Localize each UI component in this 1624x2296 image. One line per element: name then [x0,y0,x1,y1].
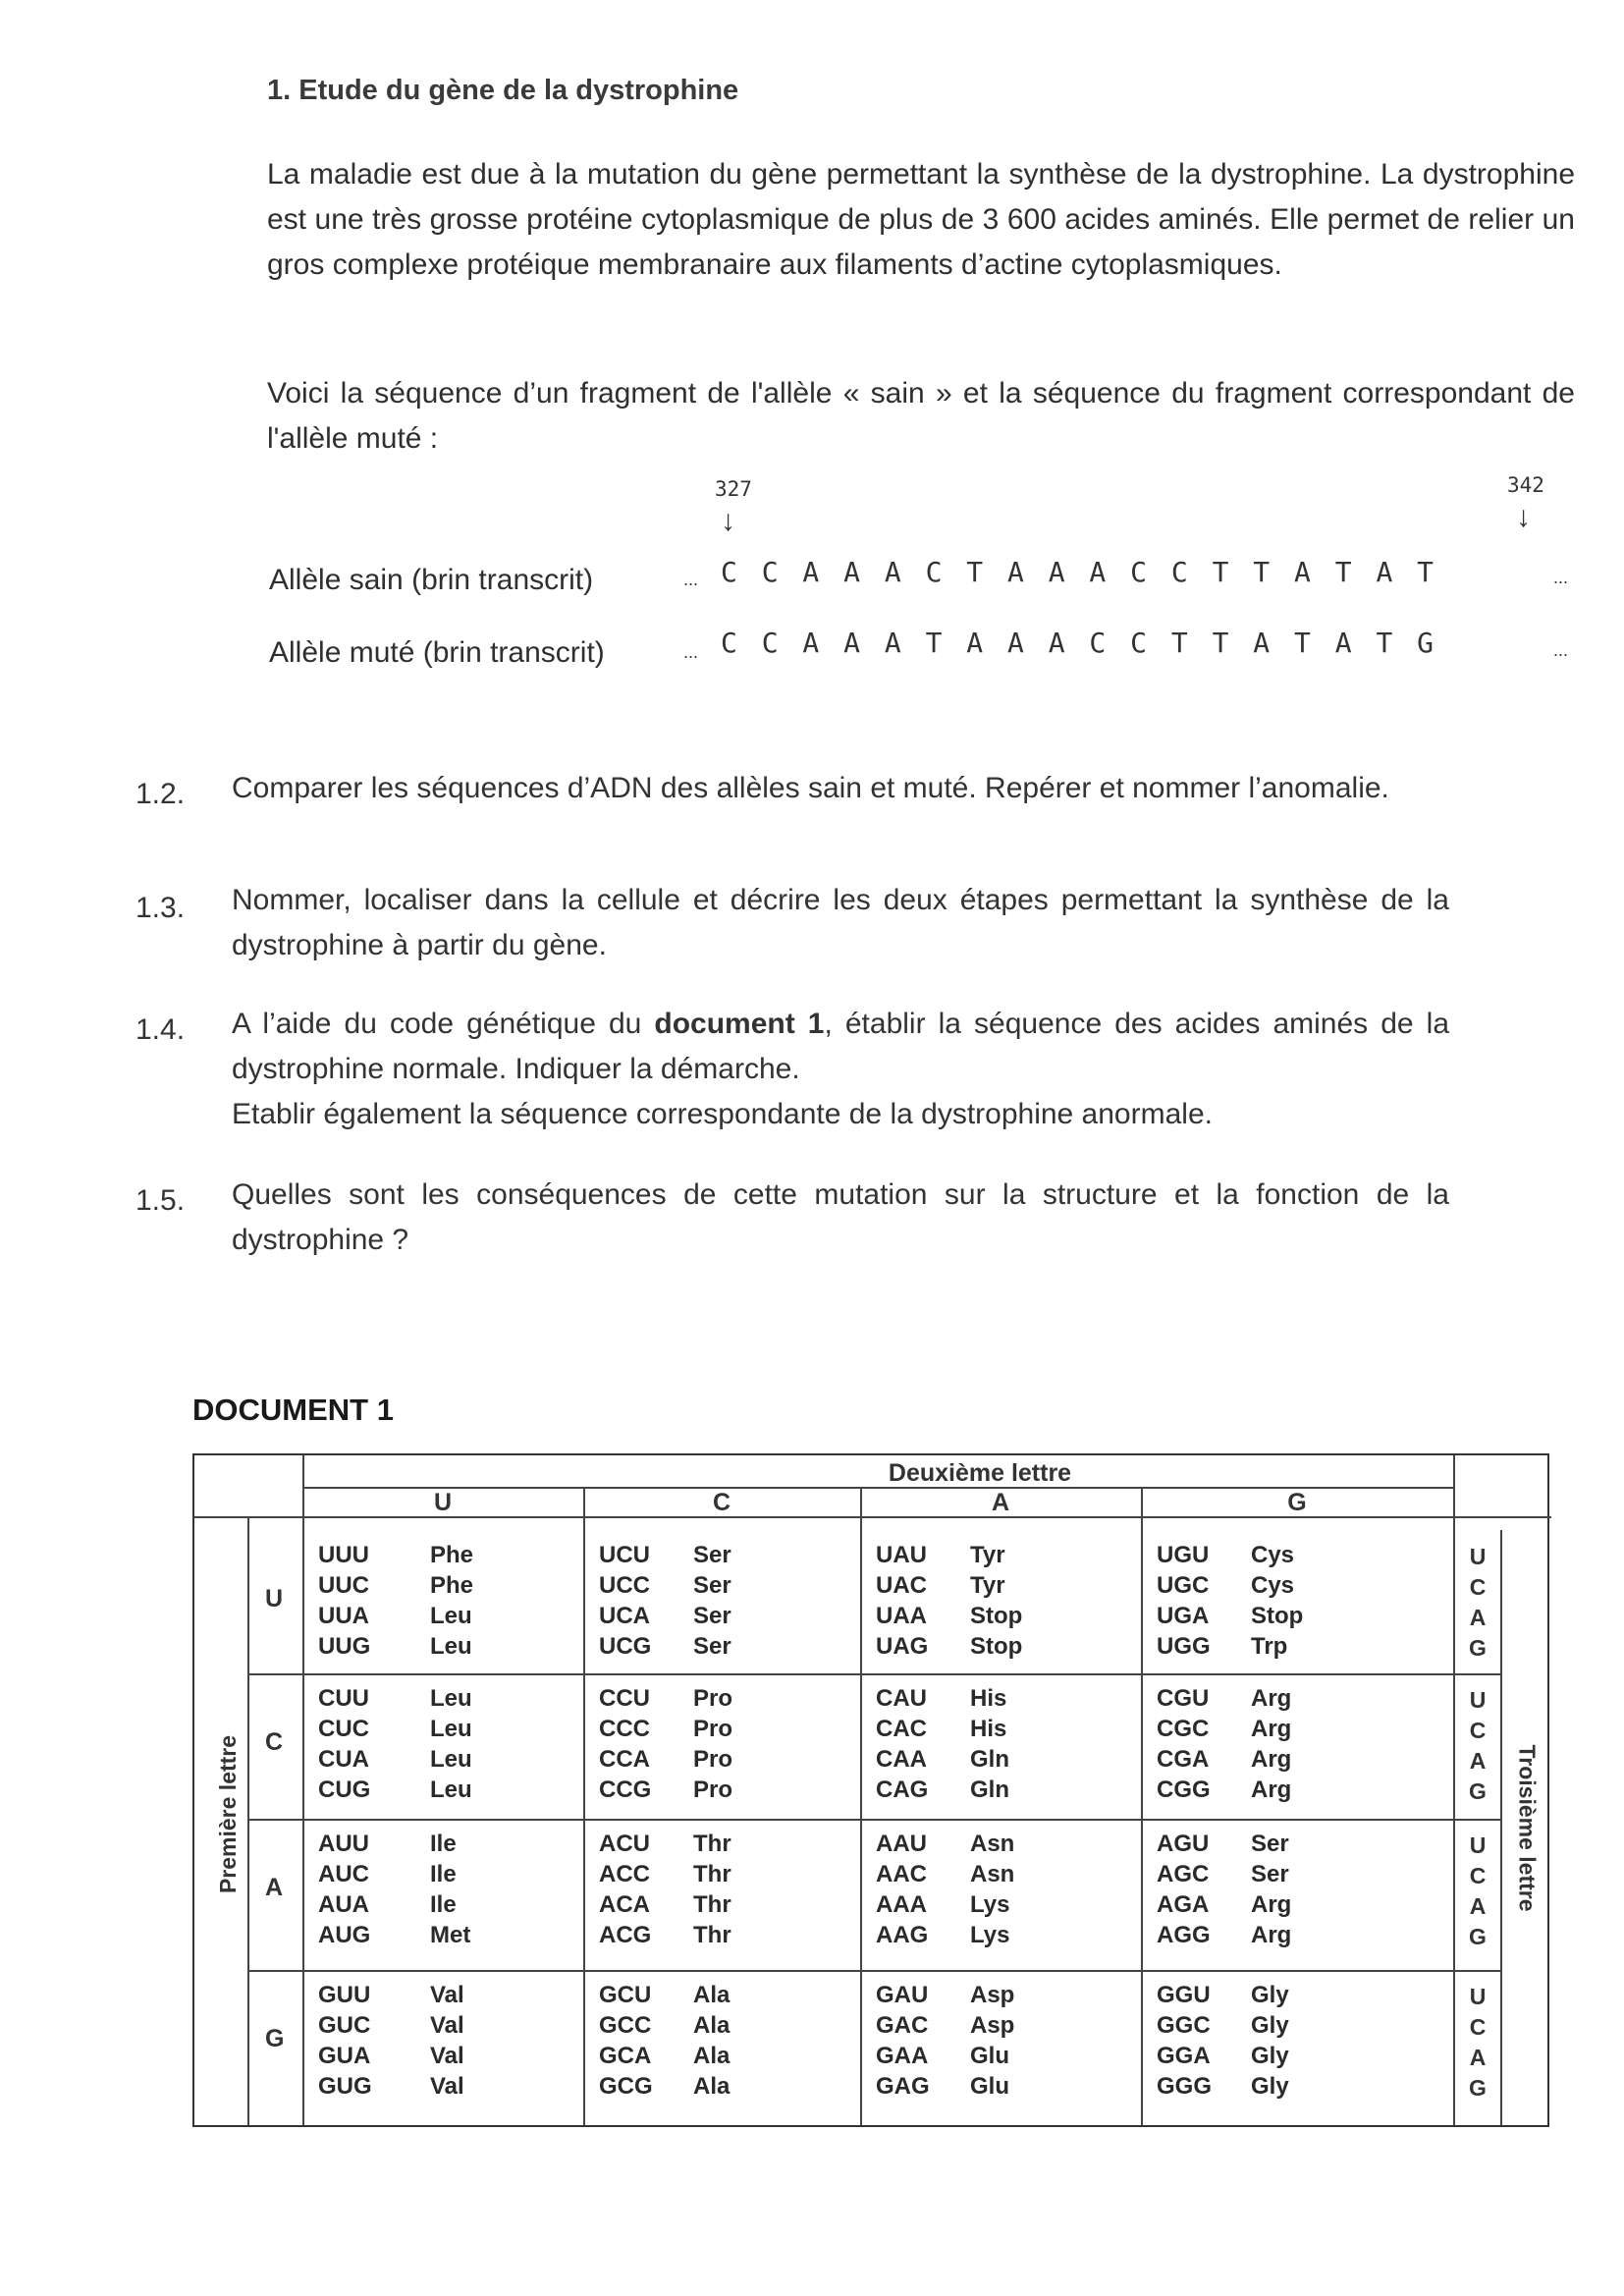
codon: CCA [599,1746,650,1773]
amino-acid: His [970,1685,1007,1712]
codon: GAU [876,1982,929,2008]
amino-acid: Thr [693,1891,731,1918]
codon: UUC [318,1572,369,1599]
codon: AUA [318,1891,369,1918]
amino-acid: Thr [693,1831,731,1857]
amino-acid: Leu [430,1633,472,1660]
amino-acid: Val [430,1982,464,2008]
amino-acid: Phe [430,1542,474,1568]
amino-acid: Gly [1251,2073,1289,2100]
mutant-allele-sequence: C C A A A T A A A C C T T A T A T G [721,627,1438,659]
row-divider [247,1673,1500,1675]
amino-acid: Phe [430,1572,474,1599]
codon: AUG [318,1922,371,1948]
question-text: Comparer les séquences d’ADN des allèles sain et muté. Repérer et nommer l’anomalie. [232,772,1389,804]
codon: CGU [1157,1685,1210,1712]
codon: GCC [599,2012,652,2039]
third-letter: C [1469,2014,1487,2040]
codon: UCA [599,1603,650,1629]
codon: UGA [1157,1603,1210,1629]
codon: GUA [318,2043,371,2069]
amino-acid: Gly [1251,1982,1289,2008]
amino-acid: Ser [1251,1861,1289,1887]
codon: CAC [876,1716,927,1742]
amino-acid: Thr [693,1861,731,1887]
codon: AAG [876,1922,929,1948]
question-number: 1.2. [135,778,186,810]
codon: UGC [1157,1572,1210,1599]
codon: UCG [599,1633,652,1660]
codon: GAC [876,2012,929,2039]
genetic-code-table [192,1453,1549,2127]
amino-acid: Val [430,2043,464,2069]
amino-acid: Arg [1251,1685,1292,1712]
codon: UGG [1157,1633,1211,1660]
amino-acid: Arg [1251,1777,1292,1803]
amino-acid: Ser [693,1572,731,1599]
third-letter: G [1469,1635,1487,1661]
column-divider [302,1455,304,2125]
codon: UAU [876,1542,927,1568]
third-letter: A [1469,1748,1487,1774]
codon: AAU [876,1831,927,1857]
column-letter: C [712,1489,731,1516]
first-letter-label: Première lettre [215,1734,242,1894]
document-title: DOCUMENT 1 [192,1393,394,1427]
third-letter: U [1469,1544,1487,1569]
column-divider [1141,1487,1143,2125]
sequence-dots: ... [1553,640,1569,660]
column-letter: A [991,1489,1010,1516]
amino-acid: Leu [430,1685,472,1712]
row-letter: U [265,1585,284,1613]
amino-acid: Met [430,1922,471,1948]
codon: GGC [1157,2012,1211,2039]
codon: GUC [318,2012,371,2039]
amino-acid: Ala [693,2073,731,2100]
codon: AGG [1157,1922,1211,1948]
third-letter: C [1469,1863,1487,1888]
third-letter: A [1469,1605,1487,1630]
sequence-dots: ... [683,570,699,589]
question-text: A l’aide du code génétique du document 1, établir la séquence des acides aminés de la dystrophine normale. Indiquer la démarche. Etablir également la séquence correspondante de la dystrophine anormale. [232,1008,1449,1130]
amino-acid: Gln [970,1746,1009,1773]
column-letter: U [433,1489,453,1516]
amino-acid: Pro [693,1777,733,1803]
codon: GAG [876,2073,930,2100]
column-divider [247,1516,249,2125]
row-letter: C [265,1728,284,1756]
sequence-dots: ... [1553,568,1569,587]
codon: UUU [318,1542,369,1568]
codon: AUC [318,1861,369,1887]
amino-acid: Lys [970,1891,1010,1918]
question-text: Nommer, localiser dans la cellule et décrire les deux étapes permettant la synthèse de la dystrophine à partir du gène. [232,884,1449,961]
amino-acid: Glu [970,2073,1009,2100]
third-letter: G [1469,2075,1487,2101]
sequence-intro-paragraph: Voici la séquence d’un fragment de l'allèle « sain » et la séquence du fragment correspondant de l'allèle muté : [267,377,1575,455]
amino-acid: Val [430,2073,464,2100]
question-number: 1.3. [135,892,186,924]
codon: UUG [318,1633,371,1660]
amino-acid: Ile [430,1831,457,1857]
arrow-down-icon: ↓ [1516,501,1531,533]
codon: CGA [1157,1746,1210,1773]
amino-acid: Glu [970,2043,1009,2069]
column-divider [583,1487,585,2125]
column-divider [1453,1455,1455,2125]
amino-acid: Lys [970,1922,1010,1948]
amino-acid: Gly [1251,2043,1289,2069]
amino-acid: Tyr [970,1572,1005,1599]
amino-acid: Trp [1251,1633,1288,1660]
amino-acid: Thr [693,1922,731,1948]
amino-acid: Ser [693,1603,731,1629]
row-letter: A [265,1874,284,1901]
amino-acid: Arg [1251,1922,1292,1948]
amino-acid: Pro [693,1716,733,1742]
codon: GCA [599,2043,652,2069]
position-start: 327 [715,477,752,501]
codon: AUU [318,1831,369,1857]
column-divider [1500,1530,1502,2125]
amino-acid: Ile [430,1891,457,1918]
amino-acid: Asn [970,1831,1015,1857]
codon: GCG [599,2073,653,2100]
codon: UAG [876,1633,929,1660]
codon: AAC [876,1861,927,1887]
codon: CUU [318,1685,369,1712]
amino-acid: Arg [1251,1891,1292,1918]
codon: CCG [599,1777,652,1803]
third-letter: U [1469,1687,1487,1713]
codon: ACG [599,1922,652,1948]
row-divider [247,1970,1500,1972]
codon: UCC [599,1572,650,1599]
document-reference: document 1 [654,1008,825,1040]
amino-acid: Cys [1251,1542,1295,1568]
codon: GGG [1157,2073,1213,2100]
amino-acid: Arg [1251,1746,1292,1773]
amino-acid: Asp [970,2012,1015,2039]
codon: GGU [1157,1982,1211,2008]
codon: GCU [599,1982,652,2008]
amino-acid: Asp [970,1982,1015,2008]
codon: AGA [1157,1891,1210,1918]
codon: ACU [599,1831,650,1857]
amino-acid: Ala [693,2012,731,2039]
amino-acid: Asn [970,1861,1015,1887]
amino-acid: Pro [693,1685,733,1712]
third-letter: C [1469,1574,1487,1600]
amino-acid: Gly [1251,2012,1289,2039]
codon: GUG [318,2073,372,2100]
intro-paragraph: La maladie est due à la mutation du gène permettant la synthèse de la dystrophine. La dystrophine est une très grosse protéine cytoplasmique de plus de 3 600 acides aminés. Elle permet de relier un gros complexe protéique membranaire aux filaments d’actine cytoplasmiques. [267,158,1575,281]
row-divider [247,1819,1500,1821]
third-letter: U [1469,1832,1487,1858]
question-text: Quelles sont les conséquences de cette mutation sur la structure et la fonction de la dystrophine ? [232,1178,1449,1256]
healthy-allele-label: Allèle sain (brin transcrit) [269,564,594,596]
codon: CAU [876,1685,927,1712]
codon: CUA [318,1746,369,1773]
codon: CAG [876,1777,929,1803]
row-letter: G [265,2025,285,2052]
question-number: 1.5. [135,1184,186,1217]
amino-acid: Val [430,2012,464,2039]
amino-acid: Ala [693,2043,731,2069]
column-divider [860,1487,862,2125]
amino-acid: Ser [1251,1831,1289,1857]
amino-acid: Cys [1251,1572,1295,1599]
codon: UAA [876,1603,927,1629]
codon: CUG [318,1777,371,1803]
arrow-down-icon: ↓ [721,505,735,537]
second-letter-header: Deuxième lettre [888,1459,1072,1487]
codon: CAA [876,1746,927,1773]
codon: CGC [1157,1716,1210,1742]
mutant-allele-label: Allèle muté (brin transcrit) [269,636,605,669]
amino-acid: Leu [430,1777,472,1803]
sequence-dots: ... [683,642,699,662]
column-letter: G [1287,1489,1307,1516]
amino-acid: Arg [1251,1716,1292,1742]
third-letter: G [1469,1778,1487,1804]
codon: ACA [599,1891,650,1918]
codon: UGU [1157,1542,1210,1568]
third-letter: G [1469,1924,1487,1949]
third-letter: A [1469,2045,1487,2070]
amino-acid: Ala [693,1982,731,2008]
codon: UAC [876,1572,927,1599]
amino-acid: Stop [970,1603,1023,1629]
codon: AGU [1157,1831,1210,1857]
amino-acid: Stop [970,1633,1023,1660]
amino-acid: Tyr [970,1542,1005,1568]
amino-acid: Ile [430,1861,457,1887]
third-letter: U [1469,1984,1487,2009]
codon: AAA [876,1891,927,1918]
third-letter: C [1469,1718,1487,1743]
header-divider [1453,1516,1551,1518]
codon: GUU [318,1982,371,2008]
amino-acid: Leu [430,1603,472,1629]
codon: AGC [1157,1861,1210,1887]
position-end: 342 [1507,473,1544,497]
amino-acid: Ser [693,1633,731,1660]
question-number: 1.4. [135,1013,186,1046]
codon: UCU [599,1542,650,1568]
codon: UUA [318,1603,369,1629]
amino-acid: Stop [1251,1603,1304,1629]
third-letter-label: Troisième lettre [1514,1744,1541,1912]
third-letter: A [1469,1893,1487,1919]
codon: CGG [1157,1777,1211,1803]
codon: CCU [599,1685,650,1712]
section-title: 1. Etude du gène de la dystrophine [267,75,739,106]
amino-acid: His [970,1716,1007,1742]
codon: CCC [599,1716,650,1742]
amino-acid: Leu [430,1716,472,1742]
amino-acid: Pro [693,1746,733,1773]
amino-acid: Leu [430,1746,472,1773]
codon: GGA [1157,2043,1211,2069]
codon: CUC [318,1716,369,1742]
healthy-allele-sequence: C C A A A C T A A A C C T T A T A T [721,556,1438,588]
amino-acid: Gln [970,1777,1009,1803]
codon: GAA [876,2043,929,2069]
codon: ACC [599,1861,650,1887]
amino-acid: Ser [693,1542,731,1568]
